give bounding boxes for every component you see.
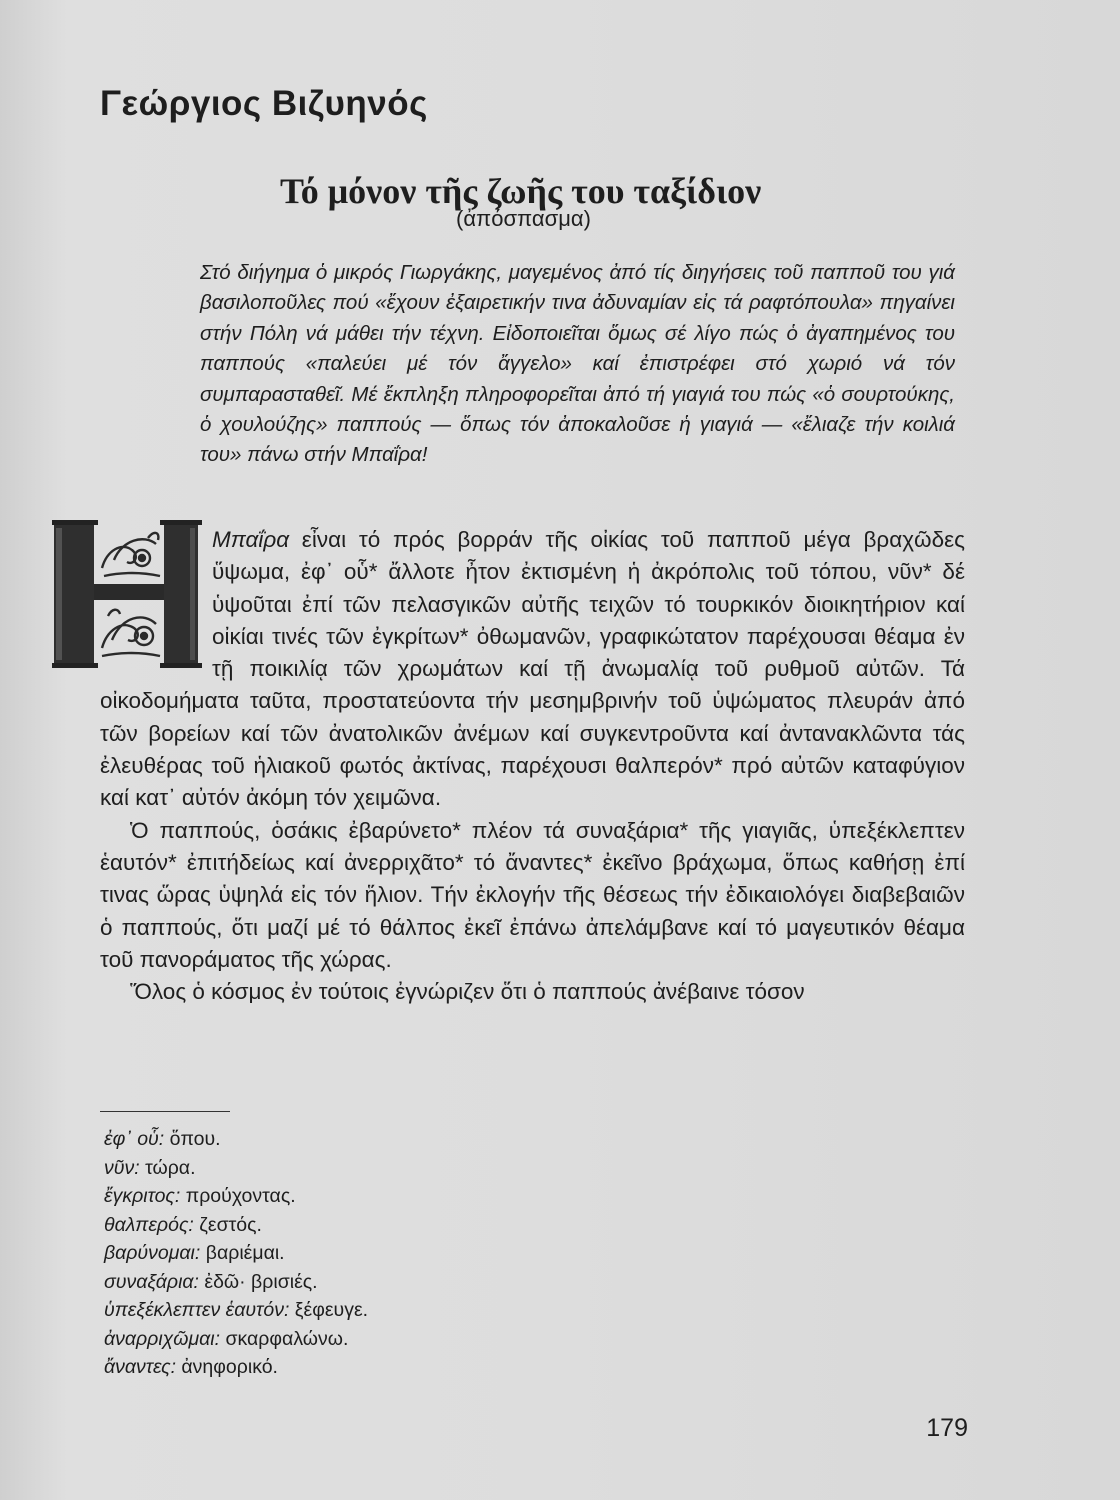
paragraph-1-text: εἶναι τό πρός βορράν τῆς οἰκίας τοῦ παπποῦ μέγα βραχῶδες ὕψωμα, ἐφ᾽ οὗ* ἄλλοτε ἦτον ἐκτισμένη ἡ ἀκρόπολις τοῦ τόπου, νῦν* δέ ὑψοῦται ἐπί τῶν πελασγικῶν αὐτῆς τειχῶν τό τουρκικόν διοικητήριον καί οἰκίαι τινές τῶν ἐγκρίτων* ὀθωμανῶν, γραφικώτατον παρέχουσαι θέαμα ἐν τῇ ποικιλίᾳ τῶν χρωμάτων καί τῇ ἀνωμαλίᾳ τοῦ ρυθμοῦ αὐτῶν. Τά οἰκοδομήματα ταῦτα, προστατεύοντα τήν μεσημβρινήν τοῦ ὑψώματος πλευράν ἀπό τῶν βορείων καί τῶν ἀνατολικῶν ἀνέμων καί συγκεντροῦντα καί ἀντανακλῶντα τάς ἐλευθέρας τοῦ ἡλιακοῦ φωτός ἀκτίνας, παρέχουσι θαλπερόν* πρό αὐτῶν καταφύγιον καί κατ᾽ αὐτόν ἀκόμη τόν χειμῶνα.: [100, 527, 965, 811]
author-heading: Γεώργιος Βιζυηνός: [100, 84, 428, 123]
story-title: Τό μόνον τῆς ζωῆς του ταξίδιον: [280, 171, 762, 211]
footnote-item: νῦν: τώρα.: [104, 1156, 196, 1179]
footnote-item: ὑπεξέκλεπτεν ἑαυτόν: ξέφευγε.: [104, 1299, 369, 1321]
footnote-item: ἔγκριτος: προύχοντας.: [104, 1185, 296, 1207]
footnote-item: βαρύνομαι: βαριέμαι.: [104, 1242, 285, 1264]
story-body: [100, 524, 965, 1008]
footnote-divider: [100, 1111, 230, 1112]
paragraph-3: Ὅλος ὁ κόσμος ἐν τούτοις ἐγνώριζεν ὅτι ὁ παππούς ἀνέβαινε τόσον: [130, 979, 805, 1005]
footnote-item: ἀναρριχῶμαι: σκαρφαλώνω.: [104, 1327, 349, 1350]
footnote-item: ἄναντες: ἀνηφορικό.: [104, 1356, 278, 1378]
paragraph-2: Ὁ παππούς, ὁσάκις ἐβαρύνετο* πλέον τά συναξάρια* τῆς γιαγιᾶς, ὑπεξέκλεπτεν ἑαυτόν* ἐπιτήδείως καί ἀνερριχᾶτο* τό ἄναντες* ἐκεῖνο βράχωμα, ὅπως καθήσῃ ἐπί τινας ὥρας ὑψηλά εἰς τόν ἥλιον. Τήν ἐκλογήν τῆς θέσεως τήν ἐδικαιολόγει διαβεβαιῶν ὁ παππούς, ὅτι μαζί μέ τό θάλπος ἐκεῖ ἐπάνω ἀπελάμβανε καί τό μαγευτικόν θέαμα τοῦ πανοράματος τῆς χώρας.: [100, 817, 965, 972]
page-number: 179: [926, 1414, 968, 1442]
story-subtitle: (ἀπόσπασμα): [456, 206, 591, 231]
paragraph-1: [100, 524, 965, 815]
footnote-item: θαλπερός: ζεστός.: [104, 1213, 262, 1236]
place-name-mpaira: Μπαΐρα: [212, 527, 290, 552]
footnote-item: ἐφ᾽ οὗ: ὅπου.: [104, 1128, 221, 1150]
footnote-item: συναξάρια: ἐδῶ· βρισιές.: [104, 1270, 318, 1293]
footnotes-glossary: [104, 1125, 368, 1382]
intro-summary: Στό διήγημα ὁ μικρός Γιωργάκης, μαγεμένος ἀπό τίς διηγήσεις τοῦ παπποῦ του γιά βασιλοποῦλες πού «ἔχουν ἐξαιρετικήν τινα ἀδυναμίαν εἰς τά ραφτόπουλα» πηγαίνει στήν Πόλη νά μάθει τήν τέχνη. Εἰδοποιεῖται ὅμως σέ λίγο πώς ὁ ἀγαπημένος του παππούς «παλεύει μέ τόν ἄγγελο» καί ἐπιστρέφει στό χωριό νά τόν συμπαρασταθεῖ. Μέ ἔκπληξη πληροφορεῖται ἀπό τή γιαγιά του πώς «ὁ σουρτούκης, ὁ χουλούζης» παππούς — ὅπως τόν ἀποκαλοῦσε ἡ γιαγιά — «ἔλιαζε τήν κοιλιά του» πάνω στήν Μπαΐρα!: [200, 261, 955, 467]
